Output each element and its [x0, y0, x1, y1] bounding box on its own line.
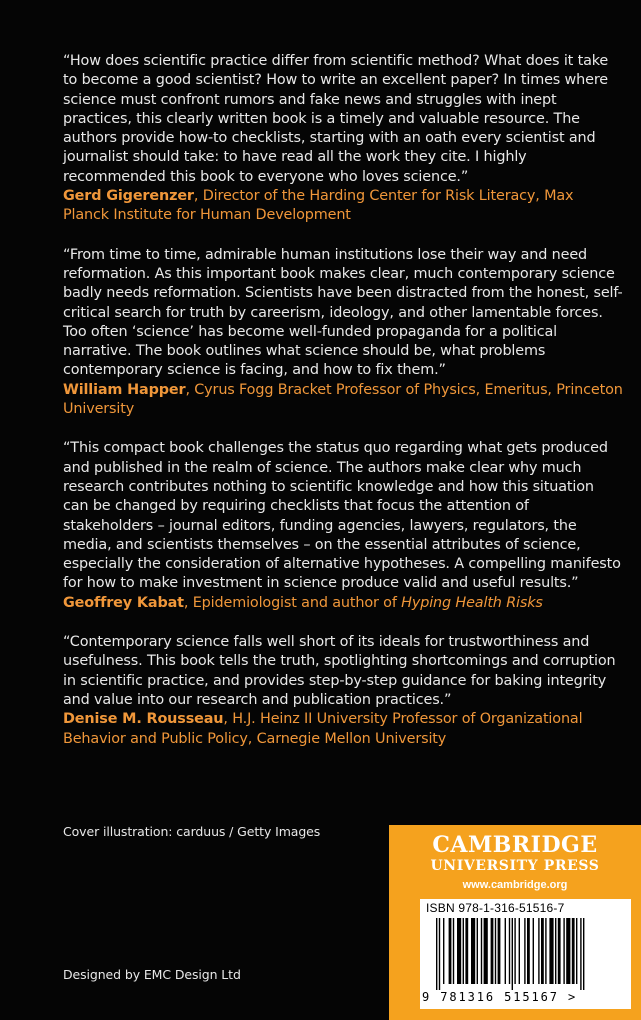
endorser-role: , Director of the Harding Center for Risk Literacy, Max Planck Institute for Human Development [63, 188, 574, 224]
endorsement [63, 439, 623, 613]
endorsement [63, 52, 623, 226]
endorser-name: Gerd Gigerenzer [63, 188, 194, 205]
endorsement-quote: “Contemporary science falls well short of its ideals for trustworthiness and usefulness. This book tells the truth, spotlighting shortcomings and corruption in scientific practice, and provides step-by-step guidance for baking integrity and value into our research and publication practices.” [63, 634, 616, 708]
barcode-bar [563, 918, 564, 984]
cover-illustration-credit: Cover illustration: carduus / Getty Images [63, 824, 321, 839]
endorsement-quote: “How does scientific practice differ from scientific method? What does it take to become a good scientist? How to write an excellent paper? In times where science must confront rumors and fake news and struggles with inept practices, this clearly written book is a timely and valuable resource. The authors provide how-to checklists, starting with an oath every scientist and journalist should take: to have read all the work they cite. I highly recommended this book to everyone who loves science.” [63, 53, 609, 185]
barcode-bar [558, 918, 561, 984]
isbn-label: ISBN 978-1-316-51516-7 [426, 901, 565, 915]
endorsement-quote: “This compact book challenges the status quo regarding what gets produced and published in the realm of science. The authors make clear why much research contributes nothing to scientific knowledge and how this situation can be changed by requiring checklists that focus the attention of stakeholders – journal editors, funding agencies, lawyers, regulators, the media, and scientists themselves – on the essential attributes of science, especially the consideration of alternative hypotheses. A compelling manifesto for how to make investment in science produce valid and useful results.” [63, 440, 621, 592]
barcode-bar [449, 918, 452, 984]
barcode-bar [555, 918, 556, 984]
endorser-name: William Happer [63, 381, 186, 398]
barcode-bar [524, 918, 525, 984]
barcode-bar [481, 918, 482, 984]
barcode-bar [572, 918, 575, 984]
barcode-bar [576, 918, 577, 984]
barcode-bar [545, 918, 546, 984]
barcode-bar [519, 918, 520, 984]
barcode-bar [583, 918, 584, 990]
endorsement [63, 633, 623, 749]
barcode-bar [541, 918, 544, 984]
publisher-url: www.cambridge.org [462, 879, 568, 891]
barcode-bar [533, 918, 534, 984]
barcode-bar [514, 918, 515, 984]
endorsement-attribution [63, 187, 623, 226]
barcode-bars [436, 918, 616, 990]
barcode-bar [566, 918, 570, 984]
barcode-bar [439, 918, 440, 990]
barcode-bar [512, 918, 513, 990]
endorser-role: , H.J. Heinz II University Professor of Organizational Behavior and Public Policy, Carnegie Mellon University [63, 711, 583, 747]
barcode-bar [453, 918, 454, 984]
barcode-bar [484, 918, 488, 984]
endorser-book-title: Hyping Health Risks [401, 594, 543, 611]
endorsement-attribution [63, 710, 623, 749]
endorser-role: , Epidemiologist and author of [183, 594, 402, 611]
barcode-bar [580, 918, 581, 990]
barcode-bar [443, 918, 444, 984]
barcode-bar [538, 918, 539, 984]
publisher-name: CAMBRIDGE [432, 832, 598, 858]
barcode-bar [527, 918, 530, 984]
barcode-digits: 9 781316 515167 > [422, 990, 578, 1004]
endorsement-attribution [63, 381, 623, 420]
endorsement-attribution [63, 594, 623, 613]
barcode-bar [509, 918, 510, 984]
publisher-subname: UNIVERSITY PRESS [430, 858, 600, 874]
endorser-name: Denise M. Rousseau [63, 711, 224, 728]
barcode-bar [471, 918, 475, 984]
barcode-bar [505, 918, 506, 984]
barcode-bar [491, 918, 494, 984]
endorsement [63, 246, 623, 420]
publisher-block [389, 825, 641, 1020]
design-credit: Designed by EMC Design Ltd [63, 967, 241, 982]
barcode-bar [465, 918, 468, 984]
barcode-bar [436, 918, 437, 990]
endorser-role: , Cyrus Fogg Bracket Professor of Physics, Emeritus, Princeton University [63, 381, 623, 418]
barcode [420, 899, 631, 1009]
barcode-bar [495, 918, 496, 984]
barcode-bar [477, 918, 478, 984]
endorsement-quote: “From time to time, admirable human institutions lose their way and need reformation. As this important book makes clear, much contemporary science badly needs reformation. Scientists have been distracted from the honest, self-critical search for truth by careerism, ideology, and other lamentable forces. Too often ‘science’ has become well-funded propaganda for a political narrative. The book outlines what science should be, what problems contemporary science is facing, and how to fix them.” [63, 246, 623, 379]
endorsements [63, 52, 623, 749]
barcode-bar [463, 918, 464, 984]
endorser-name: Geoffrey Kabat [63, 594, 184, 611]
barcode-bar [498, 918, 501, 984]
barcode-bar [549, 918, 553, 984]
barcode-bar [457, 918, 461, 984]
